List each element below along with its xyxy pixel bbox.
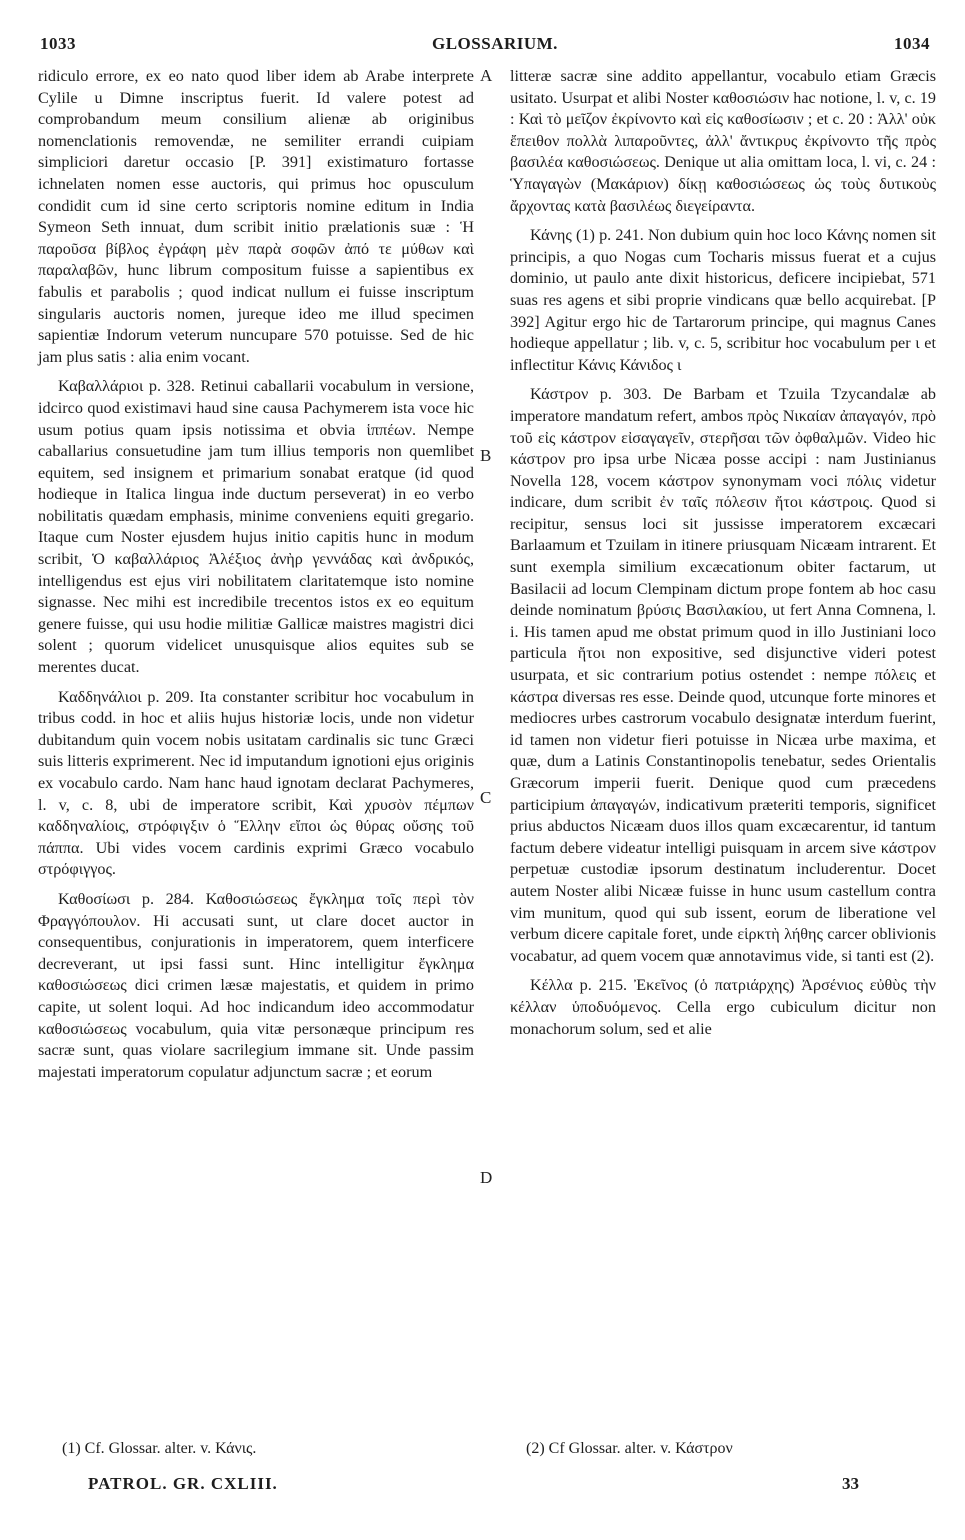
entry-kanes: Κάνης (1) p. 241. Non dubium quin hoc loco Κάνης nomen sit principis, a quo Nogas cum Tocharis missus fuerat et a cujus dominio, ut paulo ante dixit historicus, deficere incipiebat, 571 suas res agens et sibi proprie vindicans quæ bello acquirebat. [P 392] Agitur ergo hic de Tartarorum principe, qui magnus Canes hodieque appellatur ; lib. v, c. 5, scribitur hoc vocabulum per ι et inflectitur Κάνις Κάνιδος ι xyxy=(510,226,936,374)
margin-letter-d: D xyxy=(480,1168,493,1187)
entry-kella: Κέλλα p. 215. Ἐκεῖνος (ὁ πατριάρχης) Ἀρσένιος εὐθὺς τὴν κέλλαν ὑποδυόμενος. Cella ergo cubiculum dicitur non monachorum solum, sed et alie xyxy=(510,976,936,1038)
sheet-number: 33 xyxy=(842,1474,859,1493)
volume-signature: PATROL. GR. CXLIII. xyxy=(88,1474,278,1493)
entry-kathosiosi: Καθοσίωσι p. 284. Καθοσιώσεως ἔγκλημα τοῖς περὶ τὸν Φραγγόπουλον. Hi accusati sunt, ut clare docet auctor in consequentibus, conjurationis in imperatorem, quem interficere decreverant, ut ipsi fassi sunt. Hinc intelligitur ἔγκλημα καθοσιώσεως dici crimen læsæ majestatis, et quidem in primo capite, ut solent loqui. Ad hoc indicandum ideo accommodatur καθοσιώσεως vocabulum, quia vitæ personæque principum res sacræ sunt, quas violare sacrilegium immane sit. Unde passim majestati imperatorum copulatur adjunctum sacræ ; et eorum xyxy=(38,889,474,1081)
margin-letter-c: C xyxy=(480,788,492,807)
footnote-1: (1) Cf. Glossar. alter. v. Κάνις. xyxy=(62,1440,257,1457)
right-column xyxy=(510,66,936,1046)
page-number-left: 1033 xyxy=(40,34,76,53)
margin-letter-a: A xyxy=(480,66,493,85)
footnote-2: (2) Cf Glossar. alter. v. Κάστρον xyxy=(526,1440,733,1457)
entry-kastron: Κάστρον p. 303. De Barbam et Tzuila Tzycandalæ ab imperatore mandatum refert, ambos πρὸς Νικαίαν ἀπαγαγόν, πρὸ τοῦ εἰς κάστρον εἰσαγαγεῖν, στερῆσαι τῶν ὀφθαλμῶν. Video hic κάστρον pro ipsa urbe Nicæa posse accipi : nam Justinianus Novella 128, vocem κάστρον synonymam voci πόλις videtur indicare, dum scribit ἐν ταῖς πόλεσιν ἤτοι κάστροις. Quod si recipitur, sensus loci sit jussisse imperatorem excæcari Barlaamum et Tzuilam in itinere priusquam Nicæam intrarent. Et sunt exempla similium excæcationum obiter factarum, ut Basilacii ad locum Clempinam dictum prope fontem ab hoc casu deinde nominatum βρύσις Βασιλακίου, ut fert Anna Comnena, l. i. His tamen apud me obstat primum quod in illo Justiniani loco particula ἤτοι non expositive, sed disjunctive videri potest usurpata, et sic contrarium potius ostendet : nempe πόλεις et κάστρα diversas res esse. Deinde quod, utcunque forte minores et mediocres urbes castrorum vocabulo designatæ interdum fuerint, id tamen non videtur fieri potuisse in Nicæa urbe maxima, et quæ, dum a Latinis Constantinopolis tenebatur, sedes Orientalis Græcorum imperii fuerit. Denique quod cum præcedens participium ἀπαγαγών, indicativum præteriti temporis, significet prius abductos Nicæam duos illos quam excæcarentur, id tantum factum debere videatur intelligi puisquam in arcem sive κάστρον perpetuæ custodiæ ipsorum destinatum includerentur. Docet autem Noster alibi Nicææ fuisse in hunc usum castellum contra vim munitum, quod qui sub issent, eorum de liberatione vel verbum dicere capitale foret, unde εἱρκτὴ λήθης carcer oblivionis vocabatur, ad quem vocem quæ annotavimus vide, si tanti est (2). xyxy=(510,385,936,965)
entry-kaddenalioi: Καδδηνάλιοι p. 209. Ita constanter scribitur hoc vocabulum in tribus codd. in hoc et aliis hujus historiæ locis, unde non videtur dubitandum quin vocem nobis usitatam cardinalis sic tunc Græci suis litteris exprimerent. Nec id imputandum ignotioni ejus originis ex vocabulo cardo. Nam hanc haud ignotam declarat Pachymeres, l. v, c. 8, ubi de imperatore scribit, Καὶ χρυσὸν πέμπων καδδηναλίοις, στρόφιγξιν ὁ Ἕλλην εἴποι ὡς θύρας οὔσης τοῦ πάππα. Ubi vides vocem cardinis exprimi Græco vocabulo στρόφιγγος. xyxy=(38,687,474,879)
margin-letter-b: B xyxy=(480,446,492,465)
left-column xyxy=(38,66,474,1089)
running-title: GLOSSARIUM. xyxy=(432,34,558,53)
entry-kaballarioi: Καβαλλάριοι p. 328. Retinui caballarii vocabulum in versione, idcirco quod existimavi haud sine causa Pachymerem ista voce hic usum potius quam ipsis notissima et obvia ἱππέων. Nempe caballarius consuetudine jam tum illius temporis non quemlibet equitem, sed insignem et primarium sonabat eratque (id quod hodieque in Italica lingua inde ductum perseverat) in eo verbo nobilitatis quædam emphasis, minime conveniens equiti gregario. Itaque cum Noster ejusdem hujus initio capitis hunc in modum scribit, Ὁ καβαλλάριος Ἀλέξιος ἀνὴρ γεννάδας καὶ ἀνδρικός, intelligendus est ejus viri nobilitatem claritatemque isto nomine signasse. Nec mihi est incredibile trecentos istos ex eo equitum genere fuisse, qui usu hodie militiæ Gallicæ maistres magistri dici solent ; quorum videlicet unusquisque alios equites sub se merentes ducat. xyxy=(38,377,474,677)
right-paragraph-1: litteræ sacræ sine addito appellantur, vocabulo etiam Græcis usitato. Usurpat et alibi Noster καθοσιώσιν hac notione, l. v, c. 19 : Καὶ τὸ μεῖζον ἐκρίνοντο καὶ εἰς καθοσίωσιν ; et c. 20 : Ἀλλ' οὐκ ἔπειθον πολλὰ λιπαροῦντες, ἀλλ' ἄντικρυς ἐκρίνοντο τῆς πρὸς βασιλέα καθοσιώσεως. Denique ut alia omittam loca, l. vi, c. 24 : Ὑπαγαγὼν (Μακάριον) δίκῃ καθοσιώσεως ὡς τοὺς δυτικοὺς ἄρχοντας κατὰ βασιλέως διεγείραντα. xyxy=(510,67,936,215)
left-paragraph-1: ridiculo errore, ex eo nato quod liber idem ab Arabe interprete Cylile u Dimne inscriptus fuerit. Id valere potest ad comprobandum meum consilium alienæ ab originibus nomenclationis removendæ, ne semiliter errandi cuipiam simpliciori daretur occasio [P. 391] existimaturo fortasse ichnelaten nomen esse auctoris, qui primus hoc opusculum condidit cum id sine certo scriptoris nomine editum in India Symeon Seth innuat, dum scribit initio prælationis suæ : Ἡ παροῦσα βίβλος ἐγράφη μὲν παρὰ σοφῶν ἀπό τε μύθων καὶ παραλαβῶν, hunc librum compositum fuisse a sapientibus ex fabulis et parabolis ; quod indicat nullum ei fuisse inscriptum singularis auctoris nomen, jureque ideo me illud specimen sapientiæ Indorum veterum nuncupare 570 potuisse. Sed de hic jam plus satis : alia enim vocant. xyxy=(38,67,474,366)
page-number-right: 1034 xyxy=(894,34,930,53)
page-header xyxy=(40,34,930,60)
